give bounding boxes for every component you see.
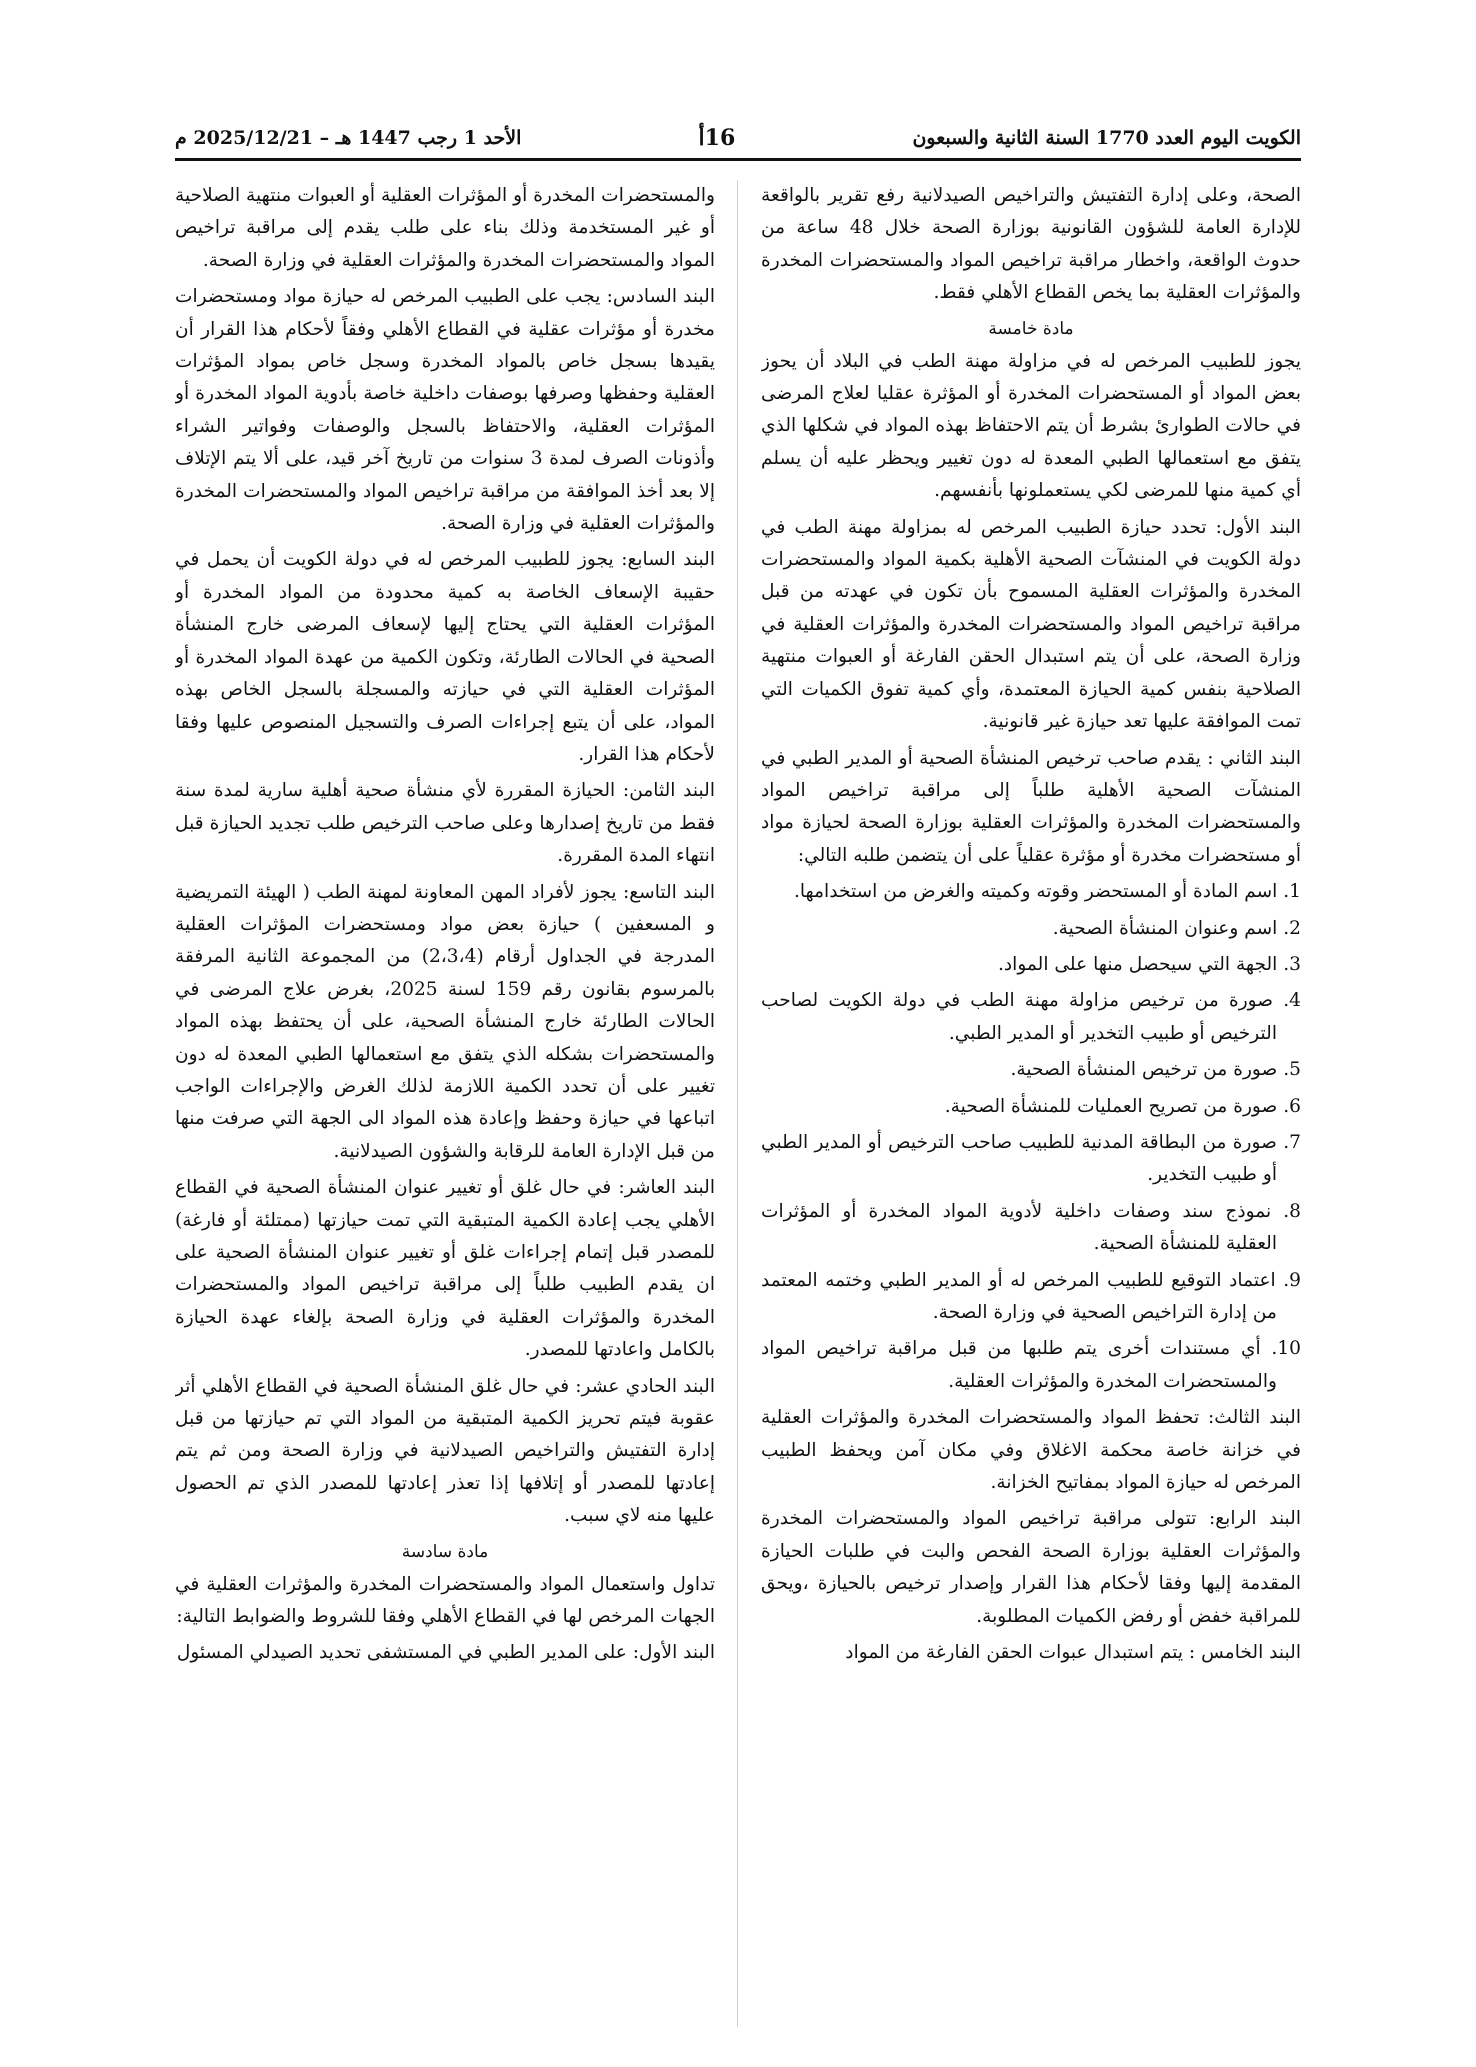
header-date: الأحد 1 رجب 1447 هـ – 2025/12/21 م [175, 127, 522, 149]
numbered-item: 2. اسم وعنوان المنشأة الصحية. [1052, 917, 1301, 939]
page-header [175, 118, 1301, 161]
paragraph: تداول واستعمال المواد والمستحضرات المخدرة والمؤثرات العقلية في الجهات المرخص لها في القطاع الأهلي وفقا للشروط والضوابط التالية: [175, 1573, 715, 1628]
numbered-item: 8. نموذج سند وصفات داخلية لأدوية المواد المخدرة أو المؤثرات العقلية للمنشأة الصحية. [761, 1200, 1301, 1255]
article-heading: مادة سادسة [401, 1541, 489, 1562]
paragraph: البند الخامس : يتم استبدال عبوات الحقن الفارغة من المواد [845, 1642, 1301, 1664]
numbered-item: 3. الجهة التي سيحصل منها على المواد. [997, 953, 1301, 975]
header-issue-info: الكويت اليوم العدد 1770 السنة الثانية والسبعون [912, 127, 1301, 149]
left-column [175, 180, 715, 2027]
paragraph: يجوز للطبيب المرخص له في مزاولة مهنة الطب في البلاد أن يحوز بعض المواد أو المستحضرات المخدرة أو المؤثرة عقليا لعلاج المرضى في حالات الطوارئ بشرط أن يتم الاحتفاظ بهذه المواد في شكلها الذي يتفق مع استعمالها الطبي المعدة له دون تغيير ويحظر عليه أن يسلم أي كمية منها للمرضى لكي يستعملونها بأنفسهم. [761, 350, 1301, 502]
numbered-item: 1. اسم المادة أو المستحضر وقوته وكميته والغرض من استخدامها. [793, 881, 1301, 903]
paragraph: البند الحادي عشر: في حال غلق المنشأة الصحية في القطاع الأهلي أثر عقوبة فيتم تحريز الكمية المتبقية من المواد التي تم حيازتها من قبل إدارة التفتيش والتراخيص الصيدلانية في وزارة الصحة ومن ثم يتم إعادتها للمصدر أو إتلافها إذا تعذر إعادتها للمصدر الذي تم الحصول عليها منه لاي سبب. [175, 1375, 715, 1527]
paragraph: البند العاشر: في حال غلق أو تغيير عنوان المنشأة الصحية في القطاع الأهلي يجب إعادة الكمية المتبقية التي تمت حيازتها (ممتلئة أو فارغة) للمصدر قبل إتمام إجراءات غلق أو تغيير عنوان المنشأة الصحية على ان يقدم الطبيب طلباً إلى مراقبة تراخيص المواد والمستحضرات المخدرة والمؤثرات العقلية في وزارة الصحة بإلغاء عهدة الحيازة بالكامل واعادتها للمصدر. [175, 1177, 715, 1361]
numbered-item: 7. صورة من البطاقة المدنية للطبيب صاحب الترخيص أو المدير الطبي أو طبيب التخدير. [761, 1131, 1301, 1186]
column-divider [737, 180, 738, 2027]
article-heading: مادة خامسة [988, 318, 1074, 339]
right-column [761, 180, 1301, 2027]
numbered-item: 6. صورة من تصريح العمليات للمنشأة الصحية. [944, 1095, 1301, 1117]
numbered-item: 9. اعتماد التوقيع للطبيب المرخص له أو المدير الطبي وختمه المعتمد من إدارة التراخيص الصحية في وزارة الصحة. [761, 1269, 1301, 1323]
paragraph: والمستحضرات المخدرة أو المؤثرات العقلية أو العبوات منتهية الصلاحية أو غير المستخدمة وذلك بناء على طلب يقدم إلى مراقبة تراخيص المواد والمستحضرات المخدرة والمؤثرات العقلية في وزارة الصحة. [175, 185, 715, 271]
paragraph: البند الأول: تحدد حيازة الطبيب المرخص له بمزاولة مهنة الطب في دولة الكويت في المنشآت الصحية الأهلية بكمية المواد والمستحضرات المخدرة والمؤثرات العقلية المسموح بأن تكون في عهدته من قبل مراقبة تراخيص المواد والمستحضرات المخدرة والمؤثرات العقلية في وزارة الصحة، على أن يتم استبدال الحقن الفارغة أو العبوات منتهية الصلاحية بنفس كمية الحيازة المعتمدة، وأي كمية تفوق الكميات التي تمت الموافقة عليها تعد حيازة غير قانونية. [761, 516, 1301, 733]
paragraph: البند التاسع: يجوز لأفراد المهن المعاونة لمهنة الطب ( الهيئة التمريضية و المسعفين ) حيازة بعض مواد ومستحضرات المؤثرات العقلية المدرجة في الجداول أرقام (2،3،4) من المجموعة الثانية المرفقة بالمرسوم بقانون رقم 159 لسنة 2025، بغرض علاج المرضى في الحالات الطارئة خارج المنشأة الصحية، على أن يحتفظ بهذه المواد والمستحضرات بشكله الذي يتفق مع استعمالها الطبي المعدة له دون تغيير على أن تحدد الكمية اللازمة لذلك الغرض والإجراءات الواجب اتباعها في حيازة وحفظ وإعادة هذه المواد الى الجهة التي صرفت منها من قبل الإدارة العامة للرقابة والشؤون الصيدلانية. [175, 881, 715, 1162]
numbered-item: 4. صورة من ترخيص مزاولة مهنة الطب في دولة الكويت لصاحب الترخيص أو طبيب التخدير أو المدير الطبي. [761, 990, 1301, 1044]
paragraph: البند الثالث: تحفظ المواد والمستحضرات المخدرة والمؤثرات العقلية في خزانة خاصة محكمة الاغلاق وفي مكان آمن ويحفظ الطبيب المرخص له حيازة المواد بمفاتيح الخزانة. [761, 1407, 1301, 1494]
paragraph: البند السابع: يجوز للطبيب المرخص له في دولة الكويت أن يحمل في حقيبة الإسعاف الخاصة به كمية محدودة من المواد المخدرة أو المؤثرات العقلية التي يحتاج إليها لإسعاف المرضى خارج المنشأة الصحية في الحالات الطارئة، وتكون الكمية من عهدة المواد المخدرة أو المؤثرات العقلية التي في حيازته والمسجلة بالسجل الخاص بهذه المواد، على أن يتبع إجراءات الصرف والتسجيل المنصوص عليها وفقا لأحكام هذا القرار. [175, 549, 715, 765]
paragraph: البند الأول: على المدير الطبي في المستشفى تحديد الصيدلي المسئول [176, 1642, 715, 1664]
paragraph: الصحة، وعلى إدارة التفتيش والتراخيص الصيدلانية رفع تقرير بالواقعة للإدارة العامة للشؤون القانونية بوزارة الصحة خلال 48 ساعة من حدوث الواقعة، واخطار مراقبة تراخيص المواد والمستحضرات المخدرة والمؤثرات العقلية بما يخص القطاع الأهلي فقط. [761, 185, 1301, 304]
page-number: 16أ [698, 125, 736, 151]
numbered-item: 5. صورة من ترخيص المنشأة الصحية. [1010, 1059, 1301, 1081]
paragraph: البند السادس: يجب على الطبيب المرخص له حيازة مواد ومستحضرات مخدرة أو مؤثرات عقلية في القطاع الأهلي وفقاً لأحكام هذا القرار أن يقيدها بسجل خاص بالمواد المخدرة وسجل خاص بمواد المؤثرات العقلية وحفظها وصرفها بوصفات داخلية خاصة بأدوية المواد المخدرة أو المؤثرات العقلية، والاحتفاظ بالسجل والوصفات وفواتير الشراء وأذونات الصرف لمدة 3 سنوات من تاريخ آخر قيد، على ألا يتم الإتلاف إلا بعد أخذ الموافقة من مراقبة تراخيص المواد والمستحضرات المخدرة والمؤثرات العقلية في وزارة الصحة. [175, 286, 715, 535]
paragraph: البند الثاني : يقدم صاحب ترخيص المنشأة الصحية أو المدير الطبي في المنشآت الصحية الأهلية طلباً إلى مراقبة تراخيص المواد والمستحضرات المخدرة والمؤثرات العقلية بوزارة الصحة لحيازة مواد أو مستحضرات مخدرة أو مؤثرة عقلياً على أن يتضمن طلبه التالي: [761, 747, 1301, 866]
paragraph: البند الثامن: الحيازة المقررة لأي منشأة صحية أهلية سارية لمدة سنة فقط من تاريخ إصدارها وعلى صاحب الترخيص طلب تجديد الحيازة قبل انتهاء المدة المقررة. [175, 780, 715, 867]
numbered-item: 10. أي مستندات أخرى يتم طلبها من قبل مراقبة تراخيص المواد والمستحضرات المخدرة والمؤثرات العقلية. [761, 1338, 1301, 1392]
paragraph: البند الرابع: تتولى مراقبة تراخيص المواد والمستحضرات المخدرة والمؤثرات العقلية بوزارة الصحة الفحص والبت في طلبات الحيازة المقدمة إليها وفقا لأحكام هذا القرار وإصدار ترخيص بالحيازة ،ويحق للمراقبة خفض أو رفض الكميات المطلوبة. [761, 1508, 1301, 1627]
